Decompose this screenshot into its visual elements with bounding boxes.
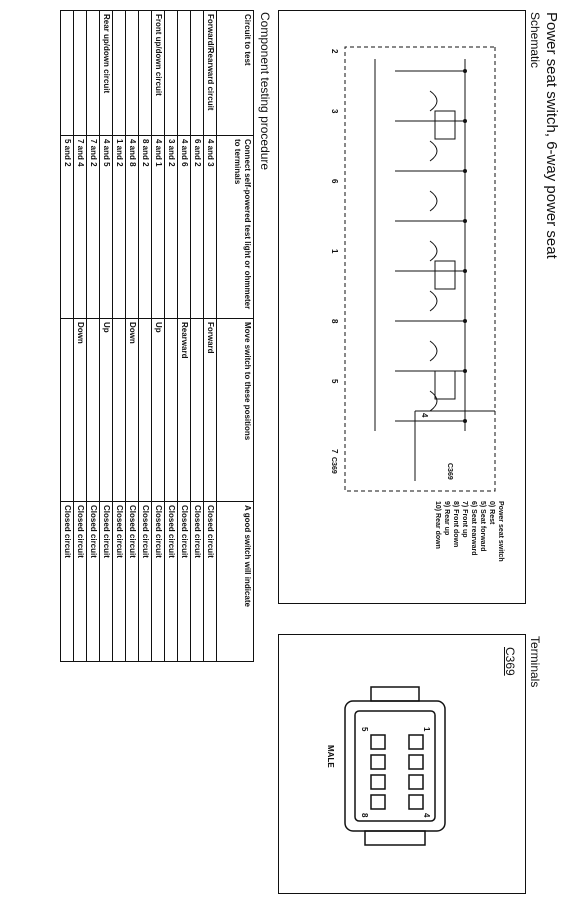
connector-pin-label: 8: [360, 813, 369, 818]
schematic-pin-label: 7: [330, 449, 339, 454]
legend-item: 10) Rear down: [434, 501, 441, 549]
schematic-panel: [278, 10, 526, 604]
table-cell-result: Closed circuit: [139, 502, 152, 662]
connector-diagram: [279, 635, 525, 893]
table-cell-position: [87, 319, 100, 502]
col-header: Circuit to test: [217, 11, 254, 136]
table-cell-terminals: 7 and 4: [74, 136, 87, 319]
table-cell-result: Closed circuit: [61, 502, 74, 662]
table-row: [61, 11, 74, 662]
table-cell-result: Closed circuit: [204, 502, 217, 662]
table-cell-result: Closed circuit: [191, 502, 204, 662]
table-cell-circuit: [113, 11, 126, 136]
connector-pin-label: 4: [422, 813, 431, 818]
schematic-pin-label: 1: [330, 249, 339, 254]
table-cell-terminals: 8 and 2: [139, 136, 152, 319]
table-cell-circuit: [126, 11, 139, 136]
schematic-pin4-label: 4: [420, 413, 429, 418]
table-cell-result: Closed circuit: [126, 502, 139, 662]
table-cell-position: Rearward: [178, 319, 191, 502]
col-header: Move switch to these positions: [217, 319, 254, 502]
schematic-pin-label: 5: [330, 379, 339, 384]
table-cell-circuit: [74, 11, 87, 136]
page-title: Power seat switch, 6-way power seat: [543, 12, 560, 259]
table-cell-terminals: 3 and 2: [165, 136, 178, 319]
table-cell-circuit: [139, 11, 152, 136]
table-header-row: [217, 11, 254, 662]
table-cell-position: [139, 319, 152, 502]
schematic-pin-label: 6: [330, 179, 339, 184]
schematic-connector-label: C369: [446, 463, 453, 480]
legend-item: 8) Front down: [452, 501, 459, 548]
schematic-heading: Schematic: [528, 12, 542, 69]
table-cell-circuit: [165, 11, 178, 136]
table-row: [74, 11, 87, 662]
connector-gender: MALE: [326, 745, 335, 768]
connector-pin-label: 5: [360, 727, 369, 732]
table-row: [178, 11, 191, 662]
table-cell-position: [165, 319, 178, 502]
table-row: [100, 11, 113, 662]
table-cell-circuit: [87, 11, 100, 136]
table-cell-position: [113, 319, 126, 502]
table-row: [191, 11, 204, 662]
table-cell-terminals: 4 and 1: [152, 136, 165, 319]
schematic-pin-label: 3: [330, 109, 339, 114]
legend-item: 0) Rest: [488, 501, 495, 525]
table-cell-terminals: 5 and 2: [61, 136, 74, 319]
table-cell-result: Closed circuit: [178, 502, 191, 662]
connector-pin-label: 1: [422, 727, 431, 732]
table-cell-circuit: Forward/Rearward circuit: [204, 11, 217, 136]
legend-item: 5) Seat forward: [479, 501, 486, 552]
connector-id: C369: [503, 647, 517, 676]
terminals-heading: Terminals: [528, 636, 542, 688]
col-header: A good switch will indicate: [217, 502, 254, 662]
schematic-legend: [433, 501, 505, 562]
table-cell-position: Up: [152, 319, 165, 502]
table-row: [113, 11, 126, 662]
table-row: [204, 11, 217, 662]
terminals-panel: [278, 634, 526, 894]
table-cell-position: [61, 319, 74, 502]
table-cell-result: Closed circuit: [87, 502, 100, 662]
table-cell-result: Closed circuit: [165, 502, 178, 662]
legend-item: 7) Front up: [461, 501, 468, 538]
schematic-connector-label: C369: [330, 457, 337, 474]
table-cell-position: Forward: [204, 319, 217, 502]
table-cell-circuit: [61, 11, 74, 136]
table-cell-circuit: [191, 11, 204, 136]
col-header: Connect self-powered test light or ohmmeter to terminals: [217, 136, 254, 319]
table-row: [126, 11, 139, 662]
table-row: [165, 11, 178, 662]
table-cell-result: Closed circuit: [100, 502, 113, 662]
table-cell-position: Down: [126, 319, 139, 502]
table-cell-terminals: 4 and 3: [204, 136, 217, 319]
table-cell-terminals: 4 and 6: [178, 136, 191, 319]
table-row: [87, 11, 100, 662]
legend-item: 9) Rear up: [443, 501, 450, 536]
table-cell-terminals: 6 and 2: [191, 136, 204, 319]
table-cell-position: Up: [100, 319, 113, 502]
table-row: [139, 11, 152, 662]
schematic-pin-label: 8: [330, 319, 339, 324]
table-cell-position: Down: [74, 319, 87, 502]
schematic-pin-label: 2: [330, 49, 339, 54]
table-cell-terminals: 7 and 2: [87, 136, 100, 319]
table-cell-terminals: 4 and 5: [100, 136, 113, 319]
table-cell-result: Closed circuit: [113, 502, 126, 662]
table-cell-result: Closed circuit: [152, 502, 165, 662]
table-cell-terminals: 4 and 8: [126, 136, 139, 319]
legend-title: Power seat switch: [497, 501, 504, 562]
table-heading: Component testing procedure: [258, 12, 272, 171]
table-cell-result: Closed circuit: [74, 502, 87, 662]
testing-table: [60, 10, 254, 662]
table-cell-circuit: Front up/down circuit: [152, 11, 165, 136]
legend-item: 6) Seat rearward: [470, 501, 477, 556]
table-row: [152, 11, 165, 662]
table-cell-terminals: 1 and 2: [113, 136, 126, 319]
table-cell-circuit: Rear up/down circuit: [100, 11, 113, 136]
table-cell-position: [191, 319, 204, 502]
table-cell-circuit: [178, 11, 191, 136]
